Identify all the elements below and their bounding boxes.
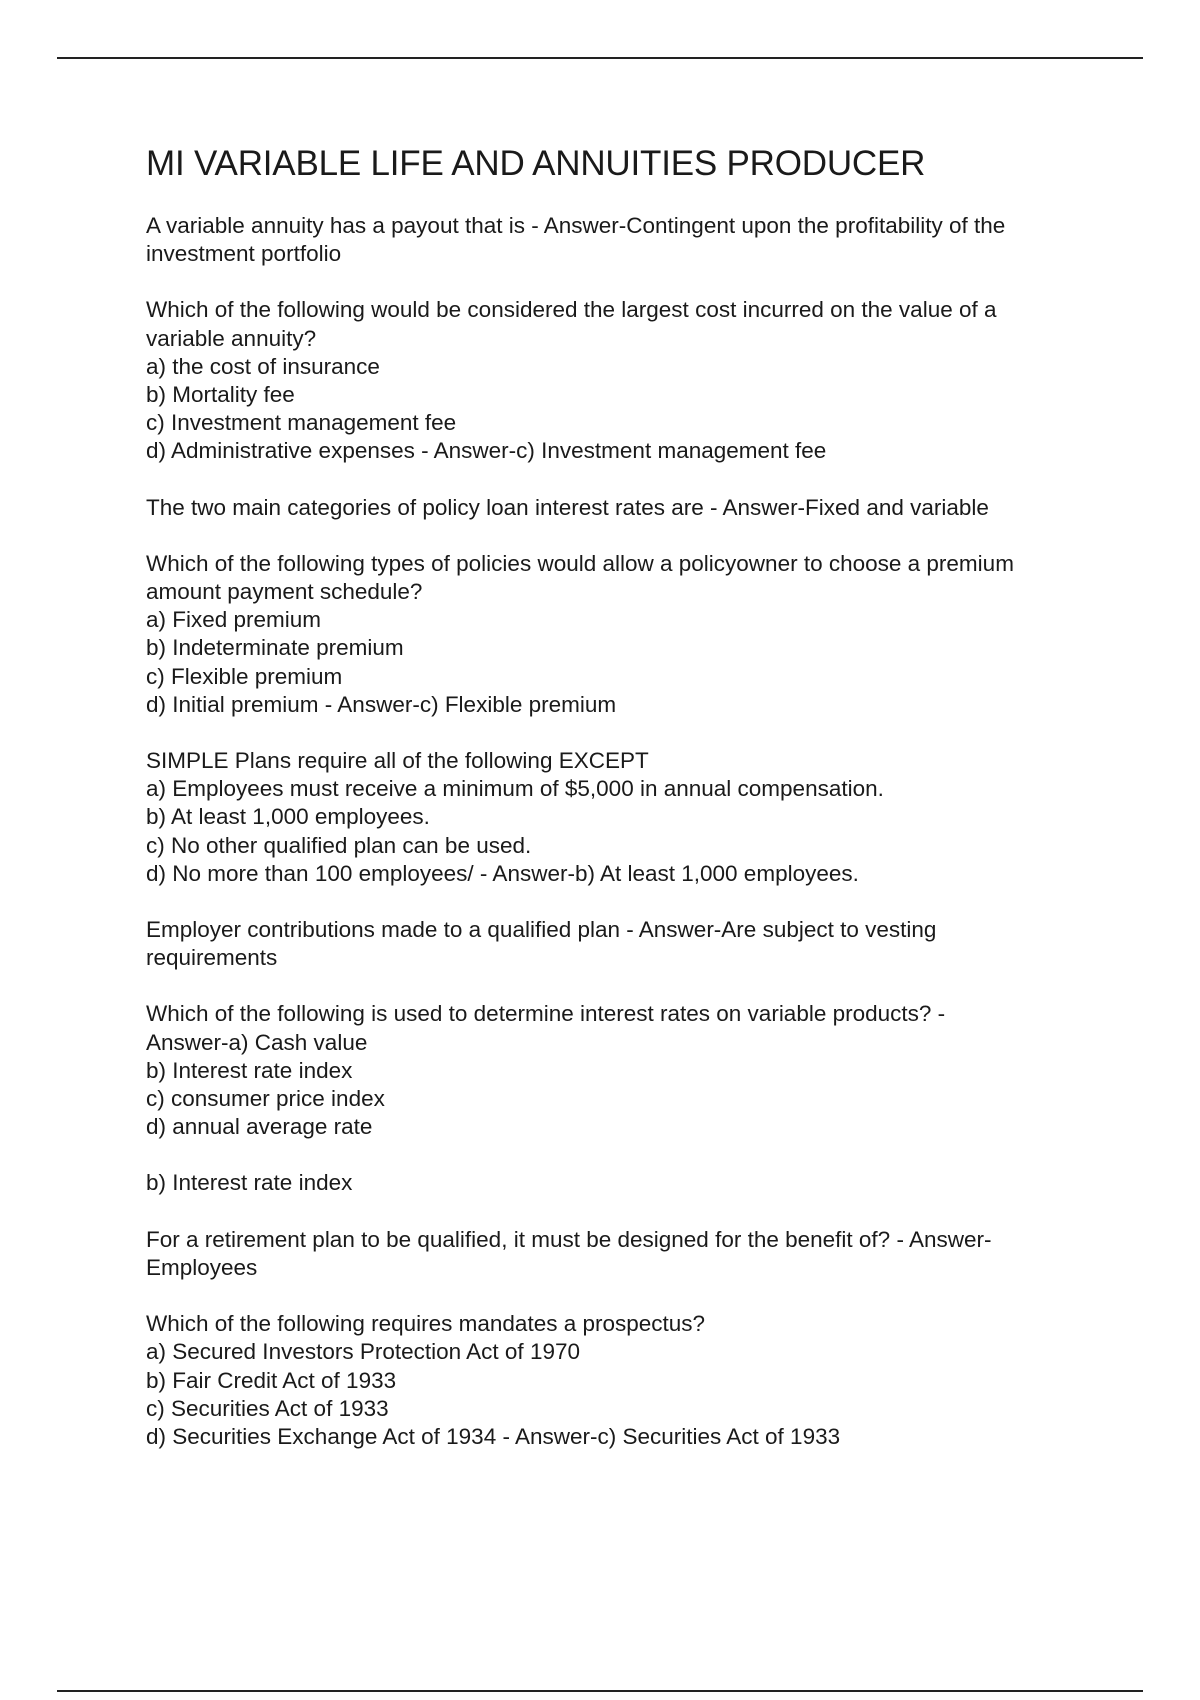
document-title: MI VARIABLE LIFE AND ANNUITIES PRODUCER — [146, 144, 926, 183]
qa-entry — [146, 550, 1096, 719]
qa-line: b) At least 1,000 employees. — [146, 804, 430, 830]
qa-line: d) No more than 100 employees/ - Answer-b) At least 1,000 employees. — [146, 860, 859, 886]
qa-entry — [146, 1310, 1096, 1451]
qa-line: a) Fixed premium — [146, 607, 322, 633]
qa-line: c) Flexible premium — [146, 663, 343, 689]
qa-line: The two main categories of policy loan interest rates are - Answer-Fixed and variable — [146, 494, 989, 520]
qa-entry — [146, 1226, 1096, 1282]
qa-line: Answer-a) Cash value — [146, 1029, 368, 1055]
qa-line: b) Fair Credit Act of 1933 — [146, 1367, 397, 1393]
header-rule — [57, 57, 1143, 59]
qa-line: b) Indeterminate premium — [146, 635, 404, 661]
qa-line: For a retirement plan to be qualified, it must be designed for the benefit of? - Answer- — [146, 1226, 992, 1252]
qa-line: d) Administrative expenses - Answer-c) Investment management fee — [146, 438, 827, 464]
document-body — [146, 140, 1096, 1479]
qa-entry — [146, 1169, 1096, 1197]
qa-line: Which of the following requires mandates a prospectus? — [146, 1311, 706, 1337]
qa-line: Which of the following is used to determine interest rates on variable products? - — [146, 1001, 946, 1027]
qa-line: d) Securities Exchange Act of 1934 - Answer-c) Securities Act of 1933 — [146, 1423, 841, 1449]
qa-line: variable annuity? — [146, 325, 317, 351]
qa-line: investment portfolio — [146, 241, 342, 267]
qa-line: Which of the following would be considered the largest cost incurred on the value of a — [146, 297, 997, 323]
qa-line: c) consumer price index — [146, 1086, 385, 1112]
qa-line: a) the cost of insurance — [146, 353, 380, 379]
qa-entry — [146, 212, 1096, 268]
qa-line: d) annual average rate — [146, 1114, 373, 1140]
qa-entry — [146, 494, 1096, 522]
qa-list — [146, 212, 1096, 1451]
qa-line: a) Employees must receive a minimum of $5,000 in annual compensation. — [146, 776, 884, 802]
qa-line: Employees — [146, 1254, 258, 1280]
qa-line: A variable annuity has a payout that is - Answer-Contingent upon the profitability of the — [146, 213, 1006, 238]
qa-line: d) Initial premium - Answer-c) Flexible premium — [146, 691, 617, 717]
qa-line: Which of the following types of policies would allow a policyowner to choose a premium — [146, 550, 1014, 576]
qa-entry — [146, 296, 1096, 465]
qa-entry — [146, 916, 1096, 972]
qa-entry — [146, 747, 1096, 888]
qa-entry — [146, 1000, 1096, 1141]
qa-line: b) Interest rate index — [146, 1170, 353, 1196]
qa-line: c) Investment management fee — [146, 410, 457, 436]
qa-line: c) Securities Act of 1933 — [146, 1395, 389, 1421]
qa-line: a) Secured Investors Protection Act of 1970 — [146, 1339, 580, 1365]
qa-line: b) Interest rate index — [146, 1057, 353, 1083]
qa-line: c) No other qualified plan can be used. — [146, 832, 532, 858]
footer-rule — [57, 1690, 1143, 1692]
qa-line: amount payment schedule? — [146, 579, 423, 605]
qa-line: b) Mortality fee — [146, 382, 295, 408]
qa-line: Employer contributions made to a qualified plan - Answer-Are subject to vesting — [146, 917, 937, 943]
qa-line: requirements — [146, 945, 278, 971]
qa-line: SIMPLE Plans require all of the following EXCEPT — [146, 748, 649, 774]
